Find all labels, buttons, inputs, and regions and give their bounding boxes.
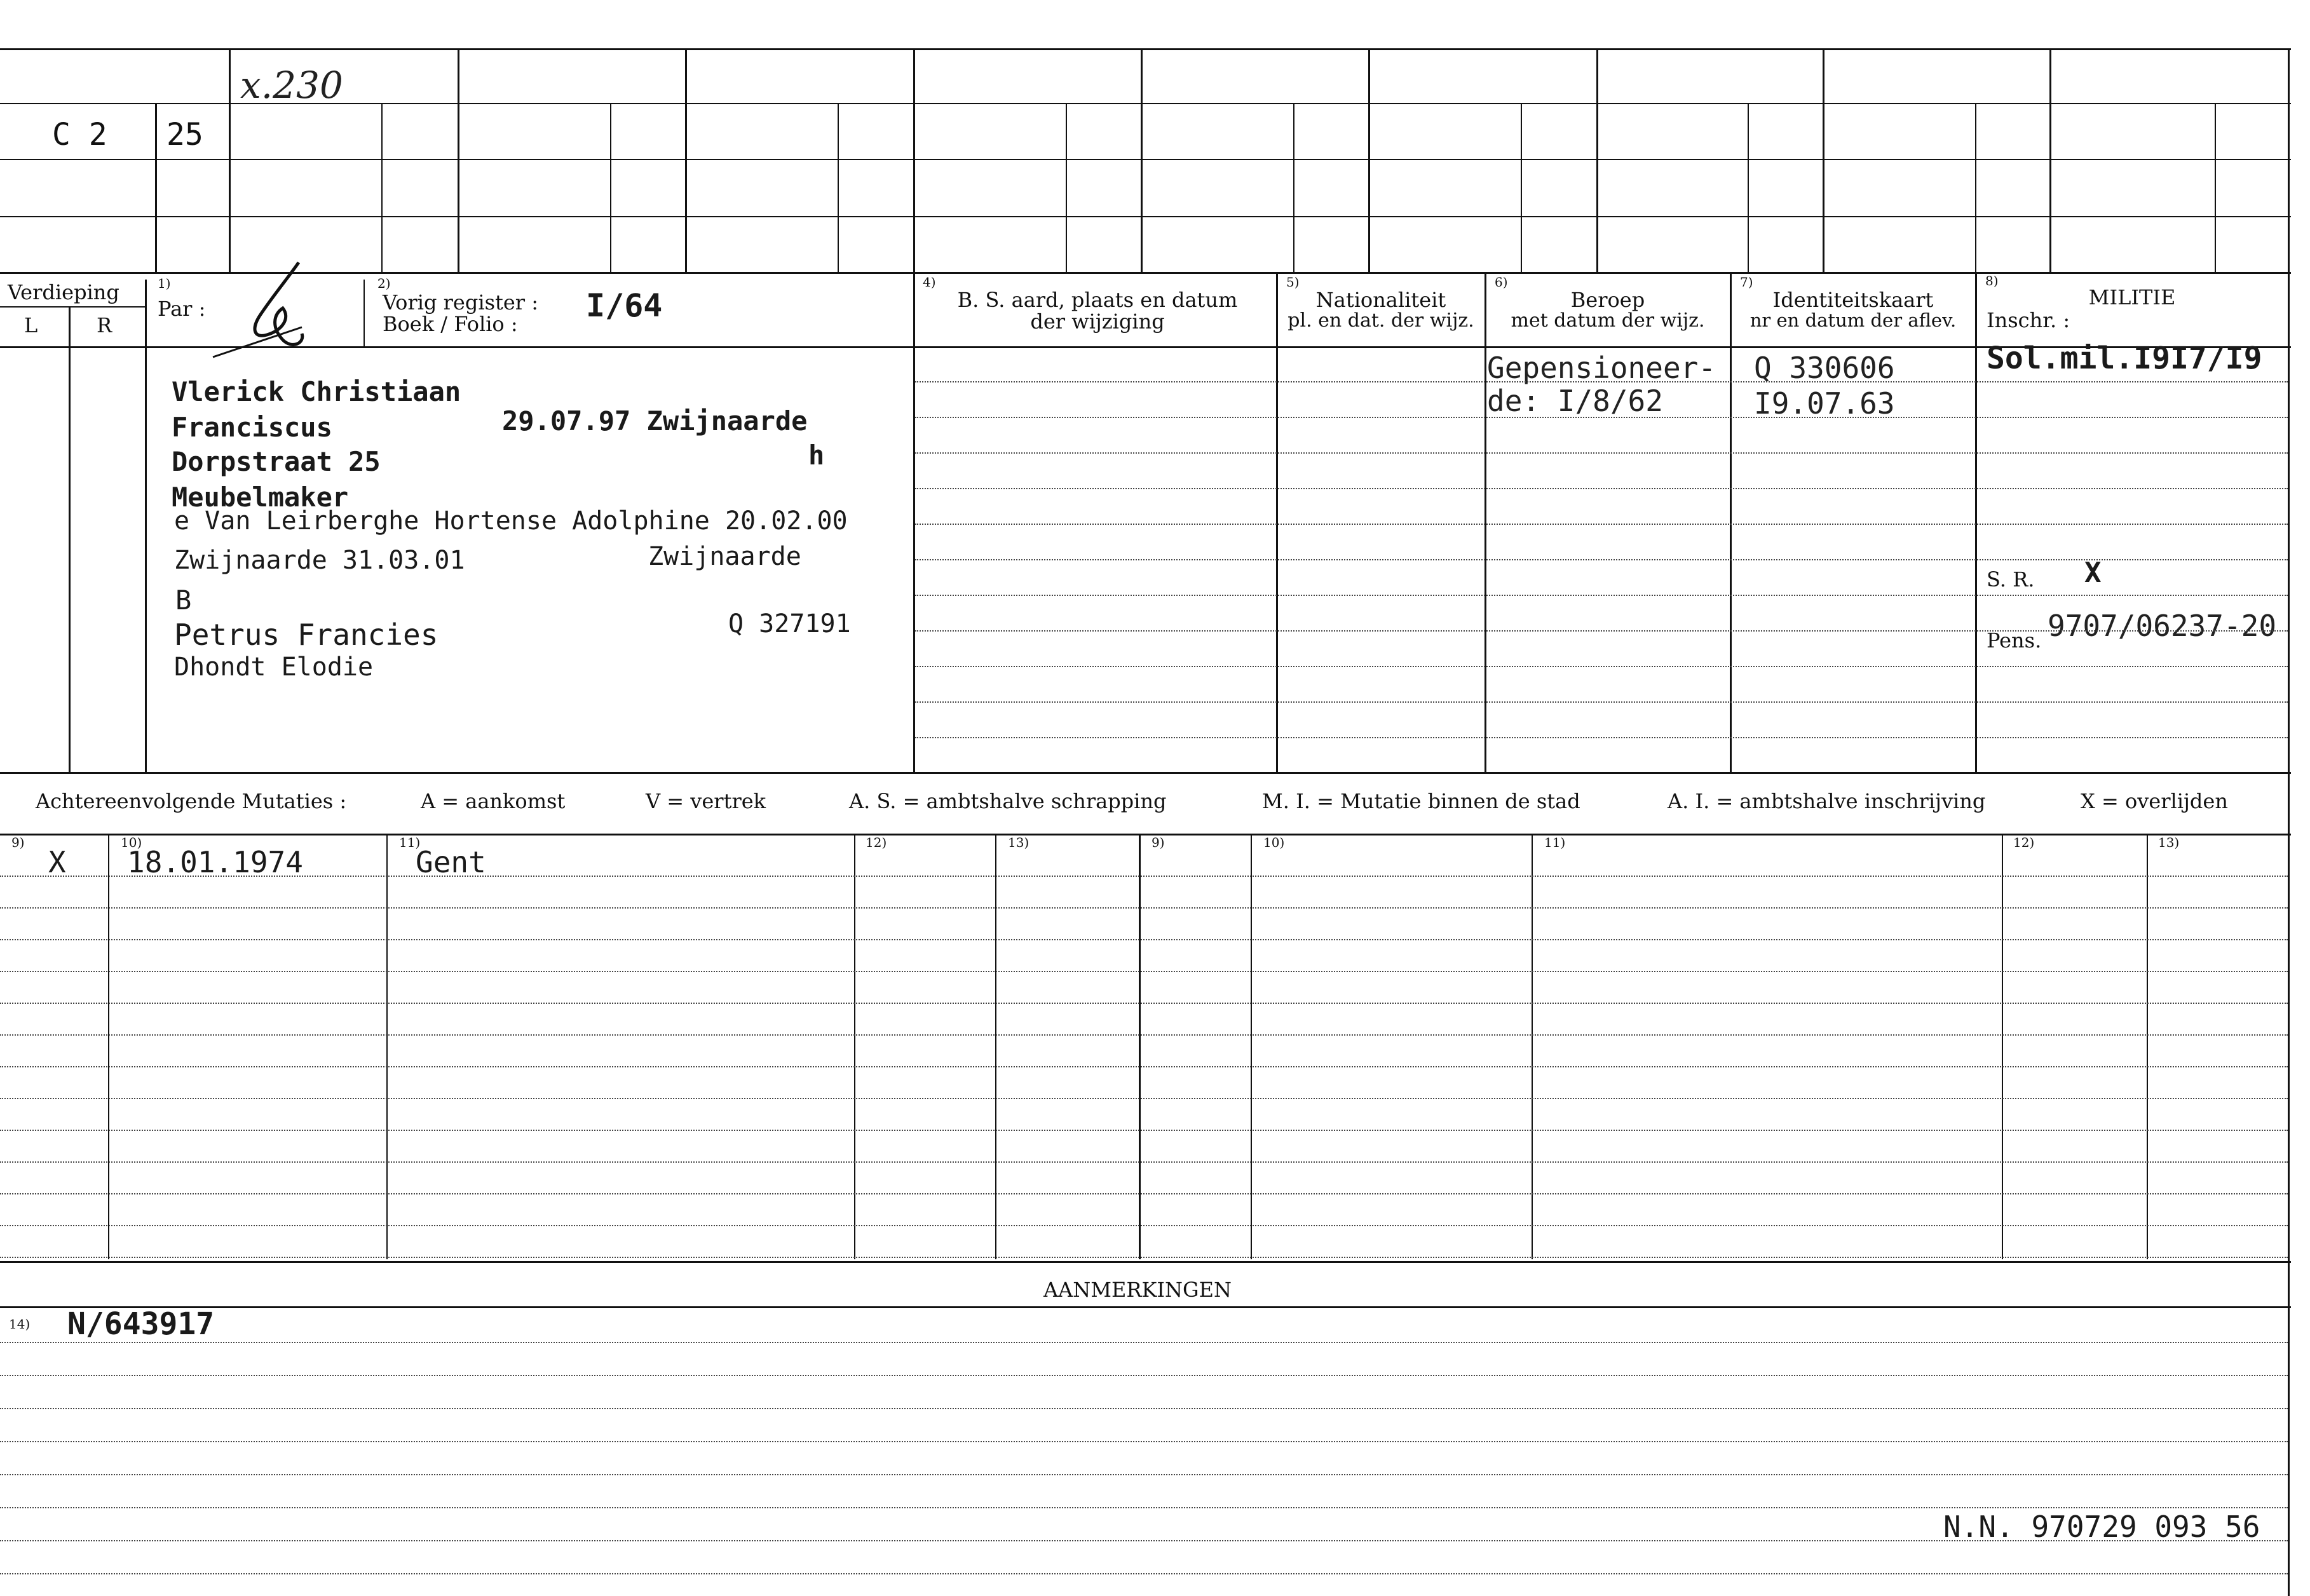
nat-label-2: pl. en dat. der wijz.: [1287, 309, 1474, 332]
top-col-11: [1293, 103, 1294, 272]
person-profession: Meubelmaker: [172, 482, 349, 513]
person-birth: 29.07.97 Zwijnaarde: [502, 405, 808, 436]
vorig-num: 2): [377, 276, 391, 291]
mut-col-num-8: 11): [1544, 835, 1566, 850]
beroep-value-2: de: I/8/62: [1487, 384, 1663, 418]
col-militie: [1975, 272, 1977, 773]
militie-label: MILITIE: [2088, 285, 2176, 309]
mut-col-num-2: 10): [121, 835, 142, 850]
mut-col-num-5: 13): [1008, 835, 1029, 850]
code-number: 25: [166, 117, 203, 152]
top-col-9: [1066, 103, 1067, 272]
top-col-16: [1823, 48, 1824, 272]
aanmerk-rule-line: [0, 1408, 2288, 1409]
aanmerk-divider: [0, 1306, 2291, 1308]
mutatie-rule-line: [0, 1066, 2288, 1067]
person-h-mark: h: [808, 440, 825, 471]
boek-label: Boek / Folio :: [383, 312, 518, 336]
person-spouse-date: Zwijnaarde 31.03.01: [174, 546, 465, 575]
mutatie-ai: A. I. = ambtshalve inschrijving: [1668, 789, 1986, 813]
mut-col-b: [386, 834, 388, 1259]
mutatie-rule-line: [0, 1130, 2288, 1131]
person-block-bottom: [0, 772, 2291, 774]
aanmerk-rule-line: [0, 1540, 2288, 1541]
top-col-10: [1141, 48, 1143, 272]
header-bottom: [0, 346, 2291, 348]
footer-nn: N.N. 970729 093 56: [1943, 1510, 2260, 1544]
col-beroep: [1485, 272, 1486, 773]
mutatie-a: A = aankomst: [421, 789, 566, 813]
person-spouse: e Van Leirberghe Hortense Adolphine 20.02.00: [174, 506, 848, 536]
mutatie-rule-line: [0, 876, 2288, 877]
pens-label: Pens.: [1987, 628, 2042, 653]
aanmerk-rule-line: [0, 1474, 2288, 1475]
top-col-15: [1748, 103, 1749, 272]
col-id: [1730, 272, 1732, 773]
mutatie-rule-line: [0, 939, 2288, 940]
par-stroke: [210, 324, 305, 362]
aanmerk-value: N/643917: [67, 1306, 215, 1342]
top-col-6: [685, 48, 687, 272]
beroep-label-2: met datum der wijz.: [1511, 309, 1705, 332]
verdieping-label: Verdieping: [8, 280, 119, 304]
handwritten-ref: x.230: [240, 64, 343, 107]
mutatie-rule-line: [0, 1161, 2288, 1163]
person-name-1: Vlerick Christiaan: [172, 376, 461, 407]
mutatie-rule-line: [0, 1193, 2288, 1194]
mutatie-v: V = vertrek: [646, 789, 766, 813]
vorig-label: Vorig register :: [383, 290, 539, 314]
mut-col-e: [1139, 834, 1141, 1259]
aanmerk-rule-line: [0, 1573, 2288, 1574]
mut-col-g: [1532, 834, 1533, 1259]
col-bs: [913, 272, 915, 773]
aanmerk-top: [0, 1261, 2291, 1263]
mut-place: Gent: [416, 845, 486, 879]
col-lr: [69, 306, 71, 773]
bs-num: 4): [923, 274, 936, 290]
form-rule-line: [915, 701, 2288, 703]
mut-col-num-10: 13): [2158, 835, 2180, 850]
person-street: Dorpstraat 25: [172, 446, 381, 477]
inschr-label: Inschr. :: [1987, 308, 2070, 332]
mut-col-num-4: 12): [866, 835, 887, 850]
form-rule-line: [915, 666, 2288, 667]
mut-date: 18.01.1974: [127, 845, 303, 879]
person-b-mark: B: [175, 585, 192, 616]
form-rule-line: [915, 524, 2288, 525]
top-col-3: [381, 103, 383, 272]
id-value-2: I9.07.63: [1754, 386, 1895, 421]
top-col-13: [1521, 103, 1522, 272]
mutatie-rule-line: [0, 1225, 2288, 1226]
row-line-4: [0, 272, 2291, 274]
mutatie-rule-line: [0, 1003, 2288, 1004]
top-col-19: [2215, 103, 2216, 272]
mut-col-num-9: 12): [2013, 835, 2035, 850]
row-line-2: [0, 159, 2291, 160]
militie-num: 8): [1985, 273, 1999, 288]
top-col-4: [458, 48, 459, 272]
mutatie-mi: M. I. = Mutatie binnen de stad: [1262, 789, 1580, 813]
mut-col-h: [2002, 834, 2003, 1259]
vorig-value: I/64: [586, 287, 663, 324]
mut-col-num-6: 9): [1152, 835, 1165, 850]
id-num: 7): [1740, 274, 1753, 290]
form-rule-line: [915, 381, 2288, 382]
mut-col-f: [1251, 834, 1252, 1259]
aanmerk-rule-line: [0, 1441, 2288, 1442]
bs-label-2: der wijziging: [1030, 309, 1165, 334]
militie-value: Sol.mil.I9I7/I9: [1987, 341, 2262, 376]
mutatie-rule-line: [0, 971, 2288, 972]
mutatie-x: X = overlijden: [2081, 789, 2228, 813]
mut-col-num-1: 9): [11, 835, 25, 850]
top-col-2: [229, 48, 231, 272]
mut-col-a: [108, 834, 109, 1259]
top-col-18: [2049, 48, 2051, 272]
id-value-1: Q 330606: [1754, 351, 1895, 385]
mutaties-title: Achtereenvolgende Mutaties :: [36, 789, 347, 813]
form-rule-line: [915, 595, 2288, 596]
aanmerk-rule-line: [0, 1375, 2288, 1376]
mutatie-rule-line: [0, 1257, 2288, 1258]
mut-col-d: [995, 834, 996, 1259]
top-border: [0, 48, 2291, 50]
beroep-value-1: Gepensioneer-: [1487, 351, 1716, 385]
sr-label: S. R.: [1987, 567, 2035, 592]
form-rule-line: [915, 452, 2288, 454]
top-col-17: [1975, 103, 1976, 272]
right-border: [2288, 48, 2290, 1596]
form-rule-line: [915, 488, 2288, 489]
par-num: 1): [158, 276, 171, 291]
mutatie-rule-line: [0, 1098, 2288, 1099]
col-par: [145, 280, 147, 773]
mutatie-as: A. S. = ambtshalve schrapping: [849, 789, 1167, 813]
id-label-2: nr en datum der aflev.: [1749, 309, 1957, 331]
col-vorig: [363, 280, 365, 346]
pens-value: 9707/06237-20: [2048, 609, 2277, 643]
col-r-label: R: [97, 313, 112, 337]
top-col-14: [1596, 48, 1598, 272]
person-father: Petrus Francies: [174, 618, 438, 652]
form-rule-line: [915, 559, 2288, 560]
person-q-number: Q 327191: [728, 609, 851, 639]
mut-table-top: [0, 834, 2291, 835]
par-label: Par :: [158, 297, 206, 321]
mut-type: X: [48, 845, 66, 879]
person-name-2: Franciscus: [172, 412, 332, 443]
top-col-8: [913, 48, 915, 272]
beroep-num: 6): [1495, 274, 1508, 290]
aanmerk-rule-line: [0, 1507, 2288, 1508]
beroep-label-1: Beroep: [1570, 288, 1645, 312]
mut-col-i: [2147, 834, 2148, 1259]
nat-num: 5): [1286, 274, 1300, 290]
nat-label-1: Nationaliteit: [1315, 288, 1446, 312]
person-mother: Dhondt Elodie: [174, 653, 374, 682]
row-line-3: [0, 216, 2291, 217]
aanmerk-rule-line: [0, 1342, 2288, 1343]
bs-label-1: B. S. aard, plaats en datum: [957, 288, 1238, 312]
code-left: C 2: [52, 117, 107, 152]
form-rule-line: [915, 630, 2288, 632]
mut-col-num-7: 10): [1263, 835, 1285, 850]
row-line-1: [0, 103, 2291, 104]
top-col-7: [838, 103, 839, 272]
mutatie-rule-line: [0, 1034, 2288, 1036]
col-nat: [1276, 272, 1278, 773]
id-label-1: Identiteitskaart: [1772, 288, 1934, 312]
form-rule-line: [915, 737, 2288, 738]
form-rule-line: [915, 417, 2288, 418]
top-col-12: [1368, 48, 1370, 272]
aanmerk-num: 14): [9, 1316, 31, 1332]
top-col-1: [155, 103, 157, 272]
mut-col-num-3: 11): [399, 835, 421, 850]
verdieping-divider: [0, 306, 145, 308]
mutatie-rule-line: [0, 907, 2288, 909]
top-col-5: [610, 103, 611, 272]
col-l-label: L: [24, 313, 38, 337]
mut-col-c: [854, 834, 855, 1259]
person-spouse-birthplace: Zwijnaarde: [648, 542, 801, 571]
aanmerk-title: AANMERKINGEN: [1043, 1278, 1232, 1302]
sr-value: X: [2084, 557, 2102, 589]
